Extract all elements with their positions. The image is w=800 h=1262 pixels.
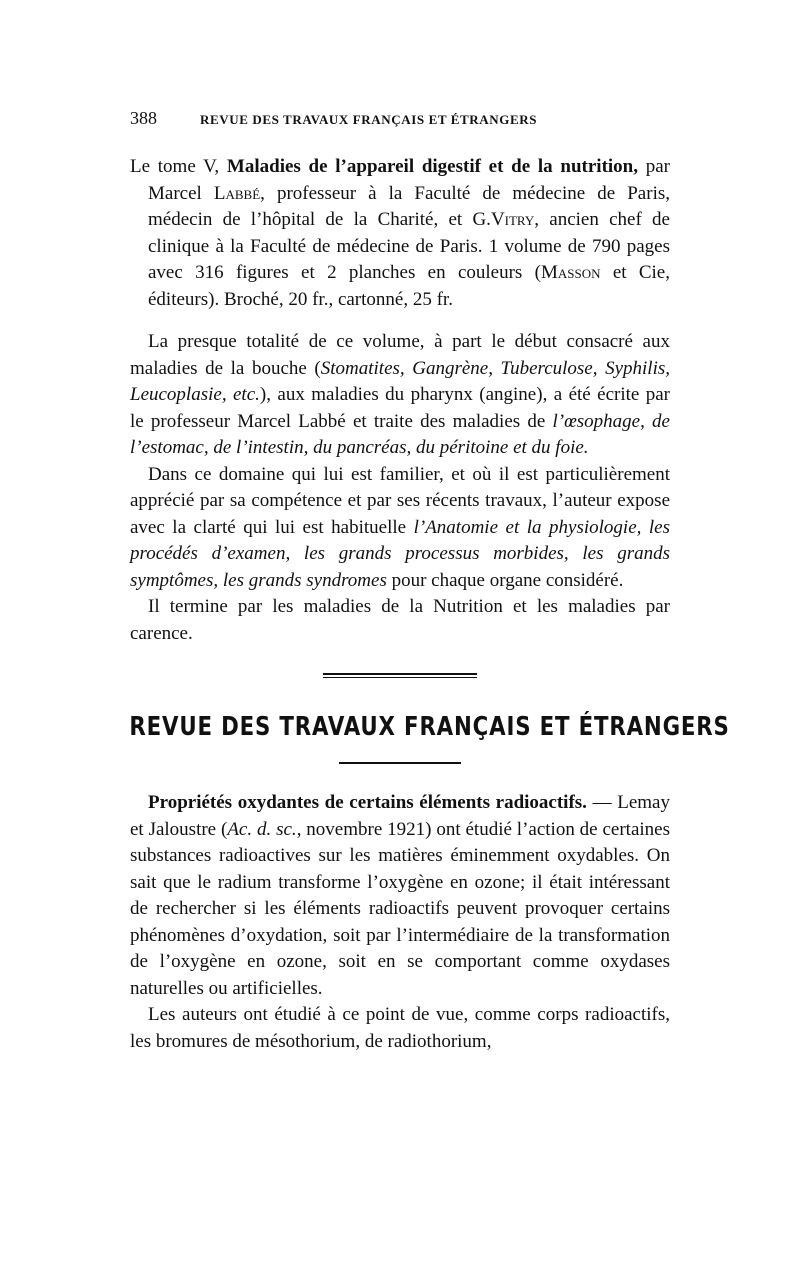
review-p1-text-a: La presque totalité de ce volume, à part le début consacré aux maladies de la bouche ( xyxy=(130,331,670,379)
running-title: REVUE DES TRAVAUX FRANÇAIS ET ÉTRANGERS xyxy=(200,112,538,127)
author-labbe-role: , professeur à la Faculté de médecine de Paris, médecin de l’hôpital de la Charité, et G. xyxy=(148,182,670,230)
author-vitry: Vitry xyxy=(490,209,535,230)
article-title: Propriétés oxydantes de certains éléments radioactifs. xyxy=(148,792,587,813)
page xyxy=(129,108,730,1055)
review-paragraph-1 xyxy=(130,329,670,462)
book-title: Maladies de l’appareil digestif et de la nutrition, xyxy=(226,156,638,177)
section-heading: REVUE DES TRAVAUX FRANÇAIS ET ÉTRANGERS xyxy=(129,712,730,742)
book-notice-tail: et Cie, éditeurs). Broché, 20 fr., cartonné, 25 fr. xyxy=(148,262,670,310)
article-p1-text-b: , novembre 1921) ont étudié l’action de certaines substances radioactives sur les matières éminemment oxydables. On sait que le radium transforme l’oxygène en ozone; il était intéressant de rechercher si les éléments radioactifs peuvent provoquer certains phénomènes d’oxydation, soit par l’intermédiaire de la transformation de l’oxygène en ozone, soit en se comportant comme oxydases naturelles ou artificielles. xyxy=(130,818,670,999)
article-dash: — xyxy=(586,792,618,813)
review-paragraph-3: Il termine par les maladies de la Nutrition et les maladies par carence. xyxy=(130,596,670,644)
running-head xyxy=(130,108,670,134)
review-p2-text-a: Dans ce domaine qui lui est familier, et où il est particulièrement apprécié par sa compétence et par ses récents travaux, l’auteur expose avec la clarté qui lui est habituelle xyxy=(130,463,670,538)
page-number: 388 xyxy=(130,108,157,128)
article-reference: Ac. d. sc. xyxy=(227,818,297,840)
review-p2-italic: l’Anatomie et la physiologie, les procédés d’examen, les grands processus morbides, les grands symptômes, les grands syndromes xyxy=(130,516,670,591)
review-paragraph-2 xyxy=(130,462,670,595)
review-p1-italic-a: Stomatites, Gangrène, Tuberculose, Syphilis, Leucoplasie, etc. xyxy=(130,357,670,405)
book-notice xyxy=(130,154,670,313)
publisher: Masson xyxy=(540,262,601,283)
article-paragraph-1 xyxy=(130,790,670,1002)
review-p2-text-b: pour chaque organe considéré. xyxy=(386,569,624,591)
review-p1-italic-b: l’œsophage, de l’estomac, de l’intestin, du pancréas, du péritoine et du foie. xyxy=(130,410,670,458)
author-vitry-role: , ancien chef de clinique à la Faculté de médecine de Paris. 1 volume de 790 pages avec 316 figures et 2 planches en couleurs ( xyxy=(148,209,670,283)
article-p1-text-a: Lemay et Jaloustre ( xyxy=(130,792,670,840)
review-p1-text-b: ), aux maladies du pharynx (angine), a été écrite par le professeur Marcel Labbé et traite des maladies de xyxy=(130,384,671,432)
author-labbe: Labbé xyxy=(213,182,261,204)
book-notice-intro: Le tome V, xyxy=(130,156,220,177)
article xyxy=(130,790,670,1055)
book-notice-by: par Marcel xyxy=(148,156,670,204)
article-paragraph-2: Les auteurs ont étudié à ce point de vue, comme corps radioactifs, les bromures de mésothorium, de radiothorium, xyxy=(130,1004,670,1052)
double-rule-divider xyxy=(323,673,477,678)
single-rule-divider xyxy=(339,762,461,764)
